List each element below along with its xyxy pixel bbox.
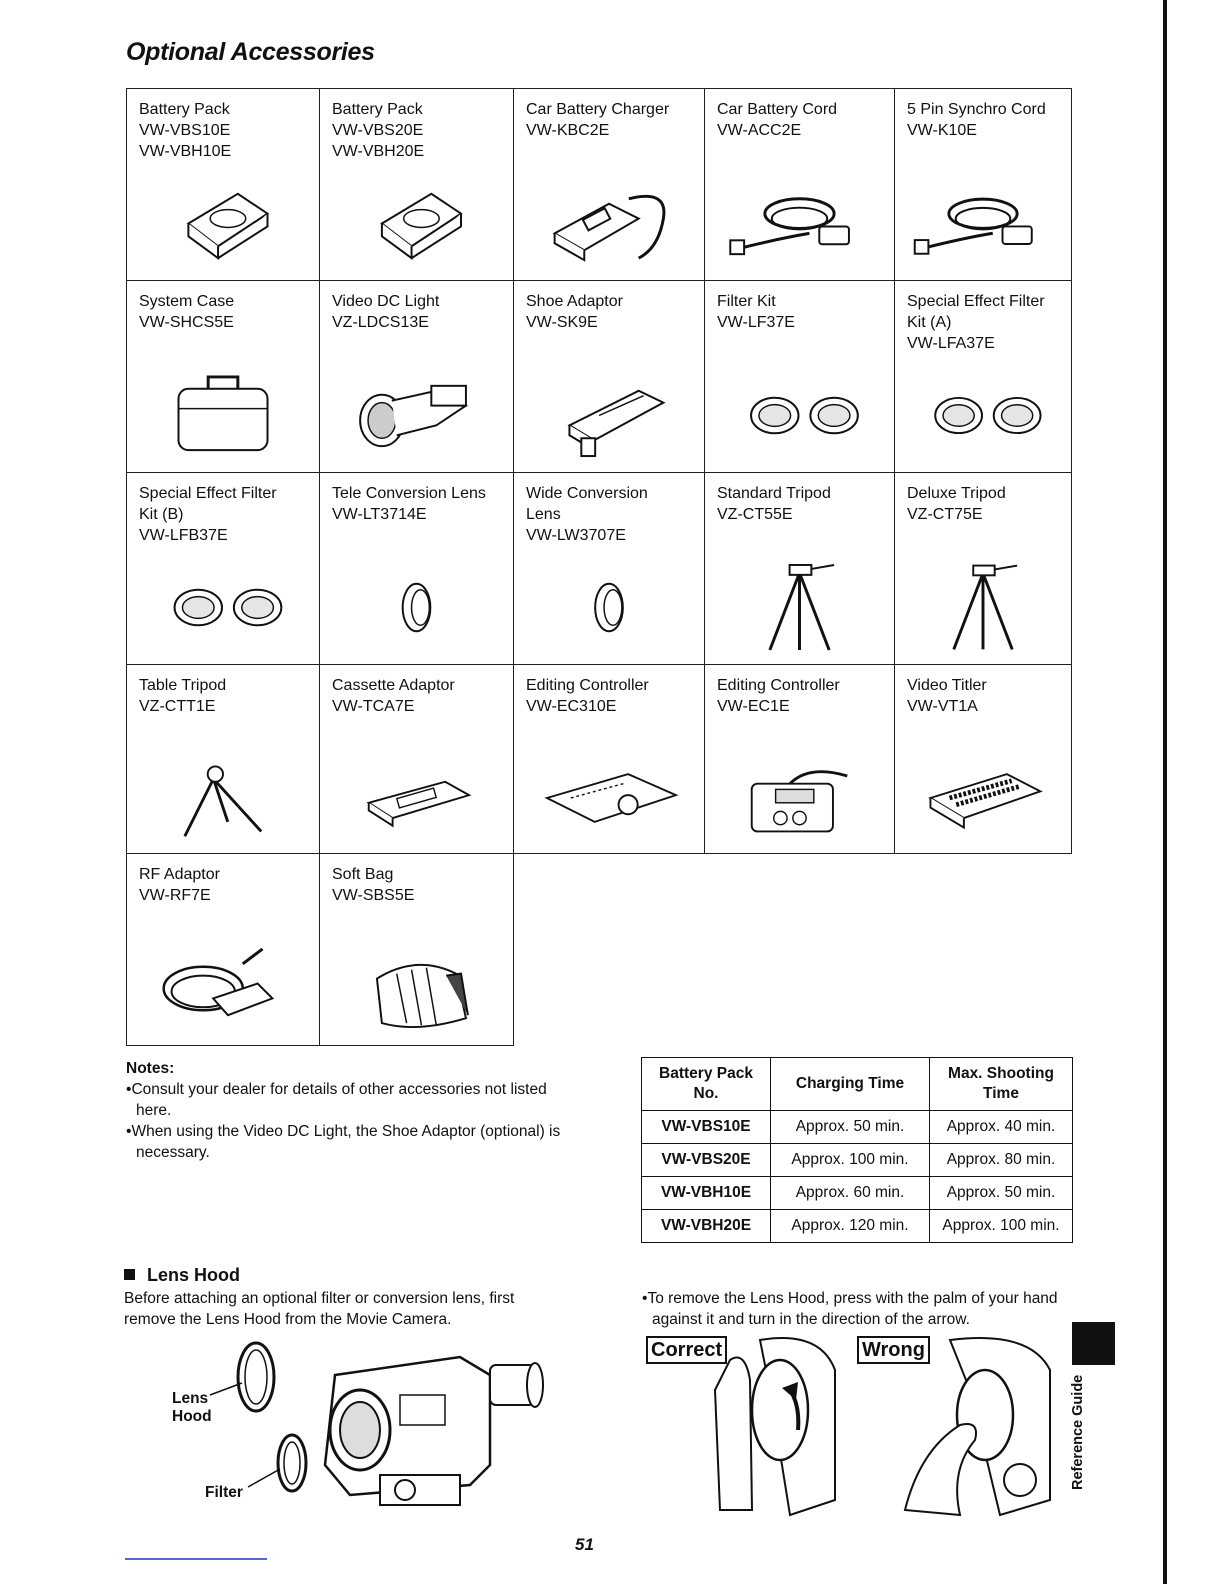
notes-heading: Notes: xyxy=(126,1060,175,1077)
filters-icon xyxy=(905,371,1061,460)
accessory-name: Editing Controller xyxy=(717,677,840,694)
accessory-name: Shoe Adaptor xyxy=(526,293,623,310)
accessory-label xyxy=(717,483,831,525)
accessory-label xyxy=(907,675,987,717)
accessory-name: Standard Tripod xyxy=(717,485,831,502)
accessory-name: Deluxe Tripod xyxy=(907,485,1006,502)
lens-hood-remove-text: •To remove the Lens Hood, press with the palm of your hand against it and turn in the direction of the arrow. xyxy=(642,1290,1058,1328)
wrong-label: Wrong xyxy=(857,1336,930,1364)
accessory-cell xyxy=(894,88,1072,281)
accessory-name: 5 Pin Synchro Cord xyxy=(907,101,1046,118)
side-tab-label: Reference Guide xyxy=(1070,1374,1086,1490)
table-header-row xyxy=(642,1058,1073,1111)
accessory-cell xyxy=(126,88,320,281)
accessory-model: VW-VBS20E xyxy=(332,122,424,139)
accessory-name: Wide Conversion xyxy=(526,485,648,502)
accessory-cell xyxy=(126,280,320,473)
accessory-cell xyxy=(704,280,895,473)
accessory-name: Car Battery Cord xyxy=(717,101,838,118)
accessory-cell xyxy=(319,664,514,854)
shoe-icon xyxy=(524,371,694,460)
accessory-model: VW-TCA7E xyxy=(332,698,415,715)
table-row xyxy=(642,1144,1073,1177)
accessory-model: VW-LW3707E xyxy=(526,527,626,544)
accessory-label xyxy=(139,291,234,333)
lens-icon xyxy=(524,563,694,652)
accessory-cell xyxy=(319,472,514,665)
accessory-name: Video DC Light xyxy=(332,293,440,310)
tripod-icon xyxy=(905,563,1061,652)
accessory-model: VW-KBC2E xyxy=(526,122,610,139)
controller-icon xyxy=(524,755,694,841)
bag-icon xyxy=(330,944,503,1033)
header-max-shooting-time: Max. Shooting Time xyxy=(930,1058,1073,1111)
lens-icon xyxy=(330,563,503,652)
accessory-label xyxy=(332,291,439,333)
page-number: 51 xyxy=(575,1535,594,1554)
accessory-cell xyxy=(704,472,895,665)
accessory-cell xyxy=(704,88,895,281)
controller2-icon xyxy=(715,755,884,841)
accessory-model: VZ-CTT1E xyxy=(139,698,216,715)
table-cell: Approx. 100 min. xyxy=(930,1210,1073,1243)
accessory-label xyxy=(139,864,220,906)
accessory-label xyxy=(526,675,649,717)
page-edge-rule xyxy=(1163,0,1167,1584)
accessory-cell xyxy=(126,472,320,665)
filters-icon xyxy=(715,371,884,460)
lens-hood-callout: Lens Hood xyxy=(172,1390,212,1425)
accessory-name: Battery Pack xyxy=(139,101,230,118)
charger-icon xyxy=(524,179,694,268)
accessory-model: VW-VBH10E xyxy=(139,143,232,160)
accessory-model: VW-LT3714E xyxy=(332,506,427,523)
accessory-model: Kit (A) xyxy=(907,314,952,331)
accessory-model: VW-SHCS5E xyxy=(139,314,234,331)
accessory-label xyxy=(907,291,1045,354)
table-cell: Approx. 50 min. xyxy=(771,1111,930,1144)
battery-icon xyxy=(137,179,309,268)
accessory-model: VW-K10E xyxy=(907,122,977,139)
accessory-name: Cassette Adaptor xyxy=(332,677,455,694)
accessory-label xyxy=(526,291,623,333)
tabletripod-icon xyxy=(137,755,309,841)
table-cell: Approx. 100 min. xyxy=(771,1144,930,1177)
battery-table xyxy=(641,1057,1073,1243)
lens-hood-heading: Lens Hood xyxy=(124,1265,240,1286)
page-title: Optional Accessories xyxy=(126,38,375,66)
note-item: •When using the Video DC Light, the Shoe Adaptor (optional) is necessary. xyxy=(126,1123,561,1161)
accessory-model: VW-LFB37E xyxy=(139,527,228,544)
table-row xyxy=(642,1111,1073,1144)
accessory-model: VW-LF37E xyxy=(717,314,795,331)
accessory-label xyxy=(139,99,231,162)
table-cell: VW-VBS20E xyxy=(642,1144,771,1177)
notes xyxy=(126,1058,586,1163)
header-charging-time: Charging Time xyxy=(771,1058,930,1111)
accessory-name: Special Effect Filter xyxy=(139,485,277,502)
accessory-label xyxy=(332,483,486,525)
table-cell: Approx. 40 min. xyxy=(930,1111,1073,1144)
accessory-model: VZ-CT55E xyxy=(717,506,793,523)
table-cell: Approx. 80 min. xyxy=(930,1144,1073,1177)
accessory-cell xyxy=(513,664,705,854)
accessory-model: Lens xyxy=(526,506,561,523)
accessory-name: System Case xyxy=(139,293,235,310)
accessory-name: Tele Conversion Lens xyxy=(332,485,486,502)
table-cell: VW-VBH20E xyxy=(642,1210,771,1243)
table-cell: Approx. 50 min. xyxy=(930,1177,1073,1210)
accessory-label xyxy=(332,675,455,717)
accessory-name: Car Battery Charger xyxy=(526,101,670,118)
table-cell: Approx. 60 min. xyxy=(771,1177,930,1210)
accessory-cell xyxy=(319,280,514,473)
accessory-cell xyxy=(704,664,895,854)
accessory-label xyxy=(139,483,277,546)
accessory-label xyxy=(139,675,226,717)
tripod-icon xyxy=(715,563,884,652)
accessory-model: VW-VBH20E xyxy=(332,143,425,160)
accessory-name: Table Tripod xyxy=(139,677,227,694)
accessory-cell xyxy=(513,280,705,473)
accessory-model: VW-SBS5E xyxy=(332,887,415,904)
header-battery-pack: Battery Pack No. xyxy=(642,1058,771,1111)
accessory-cell xyxy=(126,664,320,854)
lens-hood-text: Before attaching an optional filter or conversion lens, first remove the Lens Hood from the Movie Camera. xyxy=(124,1290,515,1328)
table-cell: VW-VBS10E xyxy=(642,1111,771,1144)
accessory-cell xyxy=(894,472,1072,665)
accessory-name: Special Effect Filter xyxy=(907,293,1045,310)
rf-icon xyxy=(137,944,309,1033)
bottom-link-underline xyxy=(125,1558,267,1560)
accessory-model: VW-VT1A xyxy=(907,698,978,715)
accessory-name: Filter Kit xyxy=(717,293,776,310)
cord-icon xyxy=(715,179,884,268)
cassette-icon xyxy=(330,755,503,841)
section-tab-marker xyxy=(1072,1322,1115,1365)
light-icon xyxy=(330,371,503,460)
accessory-label xyxy=(332,864,414,906)
filter-callout: Filter xyxy=(205,1484,243,1501)
filters-icon xyxy=(137,563,309,652)
accessory-label xyxy=(717,291,795,333)
accessory-cell xyxy=(894,280,1072,473)
accessory-model: VW-LFA37E xyxy=(907,335,995,352)
accessory-label xyxy=(907,483,1006,525)
accessory-name: Soft Bag xyxy=(332,866,394,883)
accessory-cell xyxy=(126,853,320,1046)
accessory-cell xyxy=(319,853,514,1046)
accessory-model: VZ-LDCS13E xyxy=(332,314,429,331)
battery-icon xyxy=(330,179,503,268)
table-cell: Approx. 120 min. xyxy=(771,1210,930,1243)
titler-icon xyxy=(905,755,1061,841)
accessory-model: Kit (B) xyxy=(139,506,184,523)
accessory-name: Battery Pack xyxy=(332,101,423,118)
accessory-model: VZ-CT75E xyxy=(907,506,983,523)
case-icon xyxy=(137,371,309,460)
correct-label: Correct xyxy=(646,1336,727,1364)
accessory-model: VW-EC310E xyxy=(526,698,617,715)
correct-hand-illustration xyxy=(700,1330,840,1520)
accessory-label xyxy=(332,99,424,162)
accessory-cell xyxy=(513,88,705,281)
accessory-label xyxy=(717,99,837,141)
accessory-label xyxy=(907,99,1046,141)
table-row xyxy=(642,1210,1073,1243)
table-row xyxy=(642,1177,1073,1210)
accessory-cell xyxy=(894,664,1072,854)
accessory-model: VW-RF7E xyxy=(139,887,211,904)
cord-icon xyxy=(905,179,1061,268)
accessory-cell xyxy=(513,472,705,665)
accessory-label xyxy=(526,483,648,546)
accessory-label xyxy=(717,675,840,717)
wrong-hand-illustration xyxy=(900,1330,1060,1520)
accessory-model: VW-SK9E xyxy=(526,314,598,331)
table-cell: VW-VBH10E xyxy=(642,1177,771,1210)
accessory-name: Editing Controller xyxy=(526,677,649,694)
accessory-model: VW-ACC2E xyxy=(717,122,802,139)
accessory-cell xyxy=(319,88,514,281)
accessory-label xyxy=(526,99,669,141)
note-item: •Consult your dealer for details of other accessories not listed here. xyxy=(126,1081,547,1119)
accessory-name: RF Adaptor xyxy=(139,866,220,883)
accessory-model: VW-EC1E xyxy=(717,698,790,715)
accessory-name: Video Titler xyxy=(907,677,987,694)
section-bullet-icon xyxy=(124,1269,135,1280)
accessory-model: VW-VBS10E xyxy=(139,122,231,139)
